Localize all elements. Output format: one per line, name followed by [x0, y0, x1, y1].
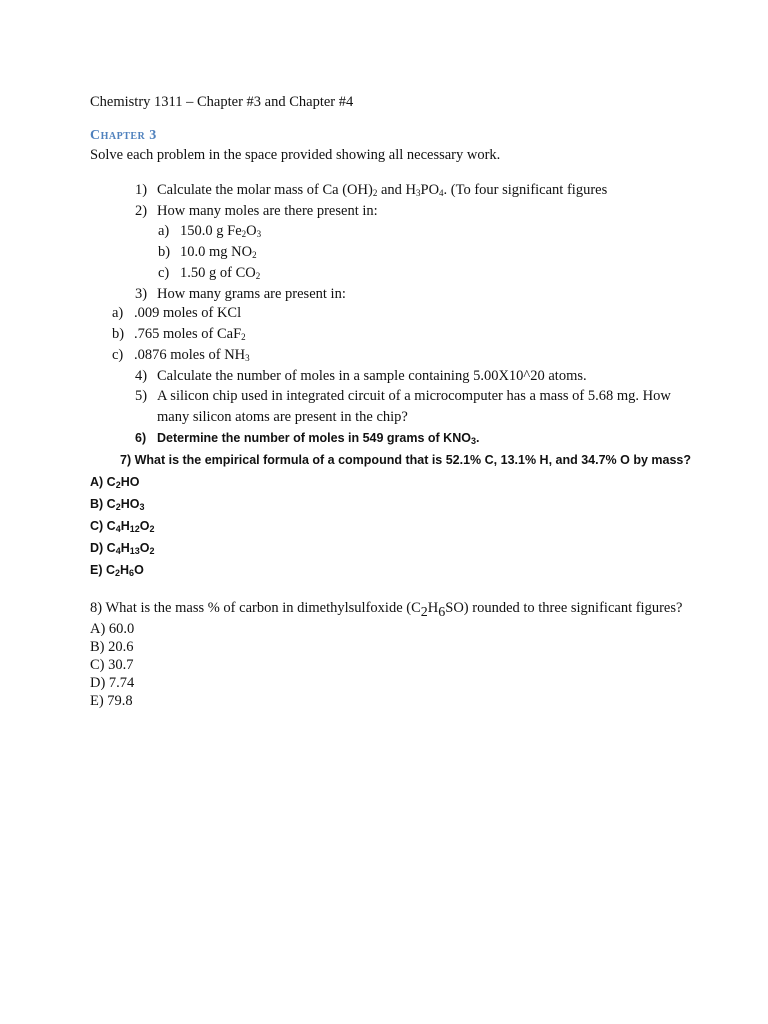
answer-option-7a: A) $C_2HO$ [90, 475, 140, 490]
instructions: Solve each problem in the space provided showing all necessary work. [90, 147, 501, 163]
question-number: 6) [135, 431, 147, 445]
question-2: 2) How many moles are there present in: [135, 203, 378, 219]
answer-option-7c: C) $C_4H_{12}O_2$ [90, 519, 155, 534]
question-number: 3) [135, 286, 148, 302]
question-number: 4) [135, 368, 148, 384]
answer-option-7b: B) $C_2HO_3$ [90, 497, 145, 512]
answer-option-8a: A) 60.0 [90, 621, 135, 637]
question-6: 6) Determine the number of moles in 549 grams of $KNO_3$. [135, 431, 480, 446]
answer-option-8b: B) 20.6 [90, 639, 134, 655]
question-1: 1) Calculate the molar mass of Ca $(OH)_2$ and $H_3PO_4$. (To four significant figures [135, 182, 608, 198]
question-3a: a) .009 moles of KCl [112, 305, 242, 321]
question-5-continued: many silicon atoms are present in the chip? [157, 409, 408, 425]
question-4: 4) Calculate the number of moles in a sample containing 5.00X10^20 atoms. [135, 368, 587, 384]
question-5: 5) A silicon chip used in integrated circuit of a microcomputer has a mass of 5.68 mg. How [135, 388, 671, 404]
question-3: 3) How many grams are present in: [135, 286, 346, 302]
answer-option-8e: E) 79.8 [90, 693, 133, 709]
question-3c: c) .0876 moles of $NH_3$ [112, 347, 250, 363]
question-3b: b) .765 moles of CaF$_2$ [112, 326, 246, 342]
question-2c: c) 1.50 g of $CO_2$ [158, 265, 261, 281]
document-title: Chemistry 1311 – Chapter #3 and Chapter #4 [90, 94, 354, 110]
question-number: 2) [135, 203, 148, 219]
answer-option-8c: C) 30.7 [90, 657, 134, 673]
question-number: 1) [135, 182, 148, 198]
answer-option-7e: E) $C_2H_6O$ [90, 563, 144, 578]
answer-option-8d: D) 7.74 [90, 675, 135, 691]
question-7: 7) What is the empirical formula of a compound that is 52.1% C, 13.1% H, and 34.7% O by mass? [120, 453, 691, 467]
question-number: 5) [135, 388, 148, 404]
question-2b: b) 10.0 mg $NO_2$ [158, 244, 257, 260]
question-2a: a) 150.0 g $Fe_2O_3$ [158, 223, 262, 239]
question-8: 8) What is the mass % of carbon in dimethylsulfoxide $(C_2H_6SO)$ rounded to three significant figures? [90, 600, 683, 620]
answer-option-7d: D) $C_4H_{13}O_2$ [90, 541, 155, 556]
chapter-heading: Chapter 3 [90, 128, 157, 143]
